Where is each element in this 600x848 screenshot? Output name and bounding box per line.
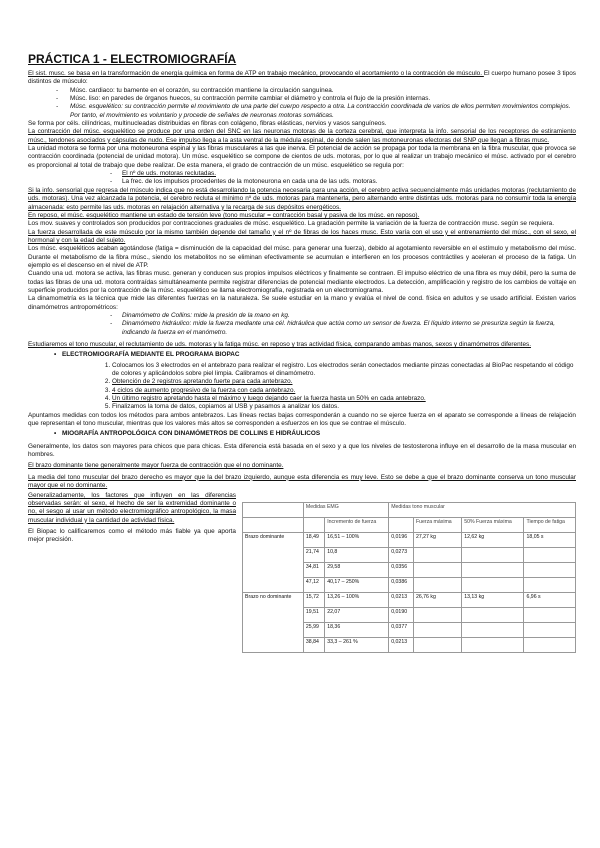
table-cell: 27,27 kg (413, 532, 461, 547)
table-cell: 16,51 – 100% (325, 532, 389, 547)
table-cell (462, 577, 524, 592)
table-cell: 13,13 kg (462, 592, 524, 607)
results-table (242, 502, 576, 653)
table-cell: 13,26 – 100% (325, 592, 389, 607)
header-emg: Medidas EMG (303, 502, 388, 517)
procedure-step: 4. Un último registro apretando hasta el máximo y luego dejando caer la fuerza hasta un 50% en cada antebrazo. (112, 395, 576, 403)
dynamometer-item: - Dinamómetro hidráulico: mide la fuerza mediante una cél. hidráulica que actúa como un sensor de fuerza. El líquido interno se presuriza según la fuerza, indicando la fuerza en el manómetro. (122, 320, 576, 337)
table-cell (462, 547, 524, 562)
table-cell: 12,62 kg (462, 532, 524, 547)
section-heading-biopac: • ELECTROMIOGRAFÍA MEDIANTE EL PROGRAMA BIOPAC (28, 351, 576, 359)
muscle-type-item: - Músc. liso: en paredes de órganos huecos, su contracción permite cambiar el diámetro y controla el flujo de la presión internas. (70, 95, 576, 103)
paragraph-movements: Los mov. suaves y controlados son producidos por contracciones graduales de músc. esquelético. La gradación permite la variación de la fuerza de contracción musc. según se requiera. (28, 220, 554, 228)
intro-text-1: El sist. musc. se basa en la transformación de energía química en forma de ATP en trabajo mecánico, provocando el acortamiento o la contracción de músculo. (28, 70, 484, 77)
paragraph-fibres: Se forma por céls. cilíndricas, multinucleadas distribuidas en fibras con colágeno, fibras elásticas, nervios y vasos sanguíneos. (28, 120, 387, 128)
header-tono: Medidas tono muscular (389, 502, 576, 517)
table-cell: 18,49 (303, 532, 324, 547)
regulators-list (28, 170, 576, 187)
table-cell: 38,84 (303, 637, 324, 652)
regulator-item: - El nº de uds. motoras reclutadas. (122, 170, 576, 178)
table-cell: 34,81 (303, 562, 324, 577)
procedure-step: 5. Finalizamos la toma de datos, copiamos al USB y pasamos a analizar los datos. (112, 403, 576, 411)
table-cell: 0,0213 (389, 637, 414, 652)
table-cell (413, 547, 461, 562)
results-text-column (28, 492, 236, 653)
table-cell: 0,0196 (389, 532, 414, 547)
paragraph-factors (28, 492, 236, 525)
table-cell (462, 622, 524, 637)
header-incremento: Incremento de fuerza (325, 517, 389, 532)
table-cell: 10,8 (325, 547, 389, 562)
header-50-fuerza: 50% Fuerza máxima (462, 517, 524, 532)
table-cell (524, 562, 576, 577)
table-cell: 22,07 (325, 607, 389, 622)
table-cell: 6,96 s (524, 592, 576, 607)
group-label: Brazo no dominante (243, 592, 304, 652)
dynamometers-list (28, 312, 576, 337)
paragraph-emg: Cuando una ud. motora se activa, las fibras musc. generan y conducen sus propios impulsos eléctricos y finalmente se contraen. El impulso eléctrico de una fibra es muy débil, pero la suma de todas las fibras de una ud. motora contraídas simultáneamente permite registrar diferencias de potencial mediante electrodos. La detección, amplificación y registro de los cambios de voltaje en superficie producidos por la contracción de la músc. esquelético se llama electromiografía, registrada en un electromiograma. (28, 270, 576, 294)
table-header-row (243, 502, 576, 517)
table-cell: 25,99 (303, 622, 324, 637)
table-cell: 0,0273 (389, 547, 414, 562)
table-cell (413, 607, 461, 622)
results-section (28, 492, 576, 653)
paragraph-data: Apuntamos medidas con todos los métodos para ambos antebrazos. Las líneas rectas bajas corresponderán a cuando no se ejerce fuerza en el aparato se corresponde a líneas de relajación que representan el tono muscular, mientras que los valores más altos se corresponden a esfuerzos en los que se contrae el músculo. (28, 411, 576, 428)
header-tiempo-fatiga: Tiempo de fatiga (524, 517, 576, 532)
procedure-step: 1. Colocamos los 3 electrodos en el antebrazo para realizar el registro. Los electrodos serán conectados mediante pinzas conectadas al BioPac respetando el código de colores y aplicándolos sobre piel limpia. Calibramos el dinamómetro. (112, 362, 576, 379)
dynamometer-item: - Dinamómetro de Collins: mide la presión de la mano en kg. (122, 312, 576, 320)
table-cell: 0,0213 (389, 592, 414, 607)
table-cell: 26,76 kg (413, 592, 461, 607)
table-cell (524, 637, 576, 652)
paragraph-dynamometry: La dinamometría es la técnica que mide las diferentes fuerzas en la naturaleza. Se suele estudiar en la mano y evalúa el nivel de cond. física en adultos y se usado artificial. Existen varios dinamómetros antropométricos: (28, 295, 576, 311)
procedure-steps (28, 362, 576, 412)
table-cell (462, 562, 524, 577)
table-cell (462, 607, 524, 622)
muscle-types-list (28, 87, 576, 120)
paragraph-motor-unit: La unidad motora se forma por una motoneurona espinal y las fibras musculares a las que inerva. El potencial de acción se propaga por toda la membrana en la fibra muscular, que provoca se contracción coordinada (potencial de unidad motora). Un músc. esquelético se compone de cientos de uds. motoras, por lo que al realizar un trabajo mecánico el músc. activado por el cerebro es proporcional al total de trabajo que debe realizar. De esta manera, el grado de contracción de un músc. esquelético se regula por: (28, 145, 576, 169)
muscle-type-item: - Músc. cardiaco: tu bamente en el corazón, su contracción mantiene la circulación sanguínea. (70, 87, 576, 95)
table-cell: 0,0386 (389, 577, 414, 592)
table-cell (413, 562, 461, 577)
section-heading-dynamometers: • MIOGRAFÍA ANTROPOLÓGICA CON DINAMÓMETROS DE COLLINS E HIDRÁULICOS (28, 430, 576, 438)
table-cell: 0,0356 (389, 562, 414, 577)
paragraph-general: Generalmente, los datos son mayores para chicos que para chicas. Esta diferencia está basada en el sexo y a que los niveles de testosterona influye en el desarrollo de la masa muscular en hombres. (28, 442, 576, 459)
paragraph-mean: La media del tono muscular del brazo derecho es mayor que la del brazo izquierdo, aunque esta diferencia es muy leve. Esto se debe a que el brazo dominante conserva un tono muscular mayor que el no dominante. (28, 473, 576, 490)
regulator-item: - La frec. de los impulsos procedentes de la motoneurona en cada una de las uds. motoras. (122, 178, 576, 186)
table-cell (524, 577, 576, 592)
paragraph-study: Estudiaremos el tono muscular, el reclutamiento de uds. motoras y la fatiga músc. en reposo y tras actividad física, comparando ambas manos, sexos y dinamómetros diferentes. (28, 341, 531, 348)
paragraph-dominant: El brazo dominante tiene generalmente mayor fuerza de contracción que el no dominante. (28, 462, 284, 470)
table-cell: 0,0190 (389, 607, 414, 622)
procedure-step: 2. Obtención de 2 registros apretando fuerte para cada antebrazo. (112, 378, 576, 386)
muscle-type-item: - Músc. esquelético: su contracción permite el movimiento de una parte del cuerpo respecto a otra. La contracción coordinada de varios de ellos permiten movimientos complejos. Por tanto, el movimiento es voluntario y procede de señales de neuronas motoras somáticas. (70, 103, 576, 120)
table-row (243, 532, 576, 547)
table-cell: 18,36 (325, 622, 389, 637)
paragraph-sensory-signal: Si la info. sensorial que regresa del músculo indica que no está desarrollando la potencia necesaria para una acción, el cerebro activa secuencialmente más unidades motoras (reclutamiento de uds. motoras). Una vez alcanzada la potencia, el cerebro recluta el mínimo nº de uds. motoras para mantenerla, pero alternando entre distintas uds. motoras para no consumir toda la energía almacenada: esto permite las uds. motoras en relajación alternativa y la recarga de sus depósitos energéticos. (28, 186, 576, 211)
table-cell (524, 607, 576, 622)
page-title: PRÁCTICA 1 - ELECTROMIOGRAFÍA (28, 52, 237, 66)
table-cell (524, 622, 576, 637)
table-subheader-row (243, 517, 576, 532)
table-cell (524, 547, 576, 562)
table-cell: 15,72 (303, 592, 324, 607)
table-cell: 29,58 (325, 562, 389, 577)
table-cell (413, 637, 461, 652)
table-cell: 33,3 – 261 % (325, 637, 389, 652)
table-cell (462, 637, 524, 652)
paragraph-rest-tone: En reposo, el músc. esquelético mantiene un estado de tensión leve (tono muscular = contracción basal y pasiva de los músc. en reposo). (28, 211, 420, 219)
group-label: Brazo dominante (243, 532, 304, 592)
paragraph-fatigue: Los músc. esqueléticos acaban agotándose (fatiga = disminución de la capacidad del músc. para generar una fuerza), debido al agotamiento reversible en el estímulo y metabolismo del músc. Durante el metabolismo de la fibra músc., siendo los metabolitos no se eliminan efectivamente se acumulan e interfieren en los procesos contráctiles y aceleran el proceso de la fatiga. Un ejemplo es el descenso en el nivel de ATP. (28, 245, 576, 269)
table-cell: 19,51 (303, 607, 324, 622)
procedure-step: 3. 4 ciclos de aumento progresivo de la fuerza con cada antebrazo. (112, 387, 576, 395)
intro-paragraph (28, 70, 576, 87)
table-cell: 47,12 (303, 577, 324, 592)
paragraph-biopac: El Biopac lo calificaremos como el método más fiable ya que aporta mejor precisión. (28, 527, 236, 544)
table-cell: 21,74 (303, 547, 324, 562)
intro-text-2: El cuerpo humano posee 3 tipos distintos de músculo: (28, 70, 576, 86)
table-cell: 40,17 – 250% (325, 577, 389, 592)
document-page (28, 52, 576, 653)
factors-text: Generalizadamente, los factores que influyen en las diferencias observadas serán: el sexo, el hecho de ser la extremidad dominante o no, el sesgo al usar un método electromiográfico antropológico, la masa muscular individual y la cantidad de actividad física. (28, 491, 236, 524)
table-cell: 18,05 s (524, 532, 576, 547)
table-cell (413, 577, 461, 592)
table-cell (413, 622, 461, 637)
header-fuerza-maxima: Fuerza máxima (413, 517, 461, 532)
table-row (243, 592, 576, 607)
paragraph-force: La fuerza desarrollada de este músculo por la mismo también depende del tamaño y el nº de fibras de los haces musc. Esto varía con el uso y el entrenamiento del músc., con el sexo, el hormonal y con la edad del sujeto. (28, 228, 576, 244)
table-cell: 0,0377 (389, 622, 414, 637)
paragraph-contraction: La contracción del músc. esquelético se produce por una orden del SNC en las neuronas motoras de la corteza cerebral, que interpreta la info. sensorial de los receptores de estiramiento músc., tendones asociados y cápsulas de nudo. Ese impulso llega a la asta ventral de la médula espinal, de donde salen las motoneuronas efectoras del SNP que llegan a fibras musc. (28, 128, 576, 144)
